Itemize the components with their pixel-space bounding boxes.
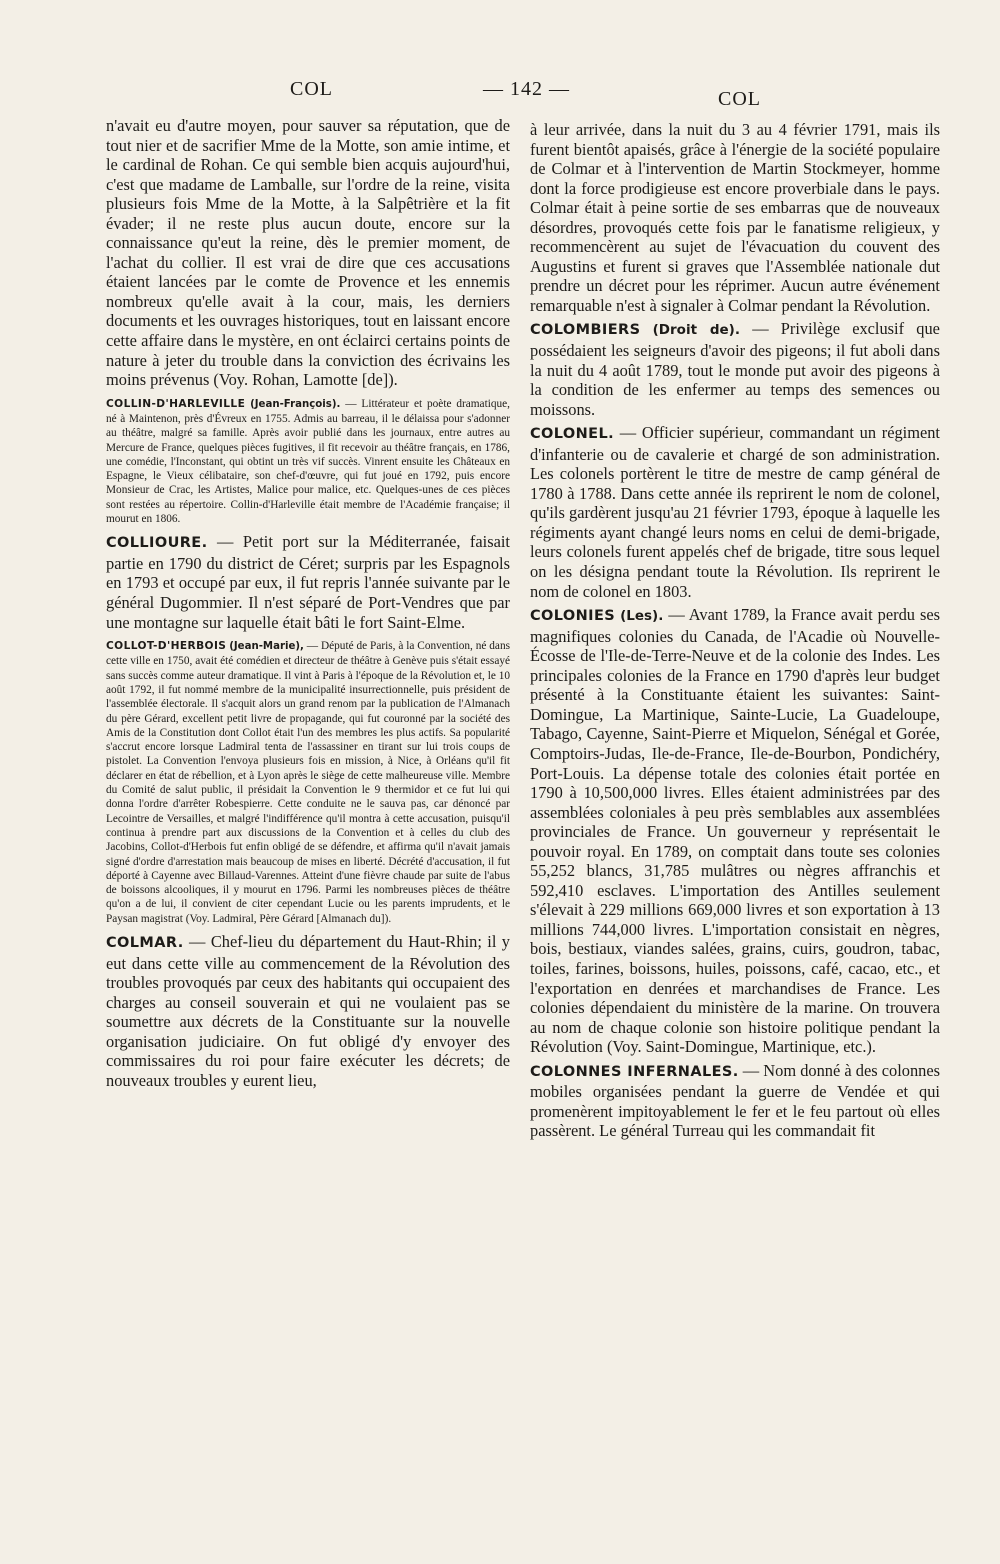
headword-sub: (Les). xyxy=(620,608,664,625)
headword-sub: (Jean-François). xyxy=(250,398,341,410)
page-number: — 142 — xyxy=(483,78,570,100)
entry-text: — Petit port sur la Méditerranée, faisait partie en 1790 du district de Céret; surpris par les Espagnols en 1793 et occupé par eux, il fut repris l'année suivante par le général Dugommier. Il n'est séparé de Port-Vendres que par une montagne sur laquelle était bâti le fort Saint-Elme. xyxy=(106,532,510,632)
entry-colombiers xyxy=(530,319,940,419)
headword: COLONNES INFERNALES. xyxy=(530,1063,739,1080)
entry-text: — Député de Paris, à la Convention, né dans cette ville en 1750, avait été comédien et directeur de théâtre à Genève puis s'était essayé sans succès comme auteur dramatique. Il vint à Paris à l'époque de la Révolution et, le 10 août 1792, il fut nommé membre de la municipalité insurrectionnelle, puis président de l'assemblée électorale. Il s'acquit alors un grand renom par la publication de l'Almanach du père Gérard, excellent petit livre de propagande, qui fut couronné par la société des Amis de la Constitution dont Collot était l'un des membres les plus actifs. Sa popularité s'accrut encore lorsque Ladmiral tenta de l'assassiner en tirant sur lui trois coups de pistolet. La Convention l'envoya plusieurs fois en mission, à Nice, à Orléans qu'il fit déclarer en état de rébellion, et à Lyon après le siège de cette malheureuse ville. Membre du Comité de salut public, il présidait la Convention le 9 thermidor et ce fut lui qui donna l'ordre d'arrêter Robespierre. Cette conduite ne le sauva pas, car dénoncé par Lecointre de Versailles, et malgré l'indifférence qu'il montra à cette accusation, puisqu'il continua à prendre part aux discussions de la Convention et à celles du club des Jacobins, Collot-d'Herbois fut enfin obligé de se défendre, et affirma qu'il n'avait jamais signé d'ordre d'arrestation mais beaucoup de mises en liberté. Décrété d'accusation, il fut déporté à Cayenne avec Billaud-Varennes. Atteint d'une fièvre chaude par suite de l'abus de boissons alcooliques, il y mourut en 1796. Parmi les nombreuses pièces de théâtre qu'on a de lui, il convient de citer cependant Lucie ou les parents imprudents, et le Paysan magistrat (Voy. Ladmiral, Père Gérard [Almanach du]). xyxy=(106,640,510,925)
left-column xyxy=(106,116,510,1090)
entry-collioure xyxy=(106,532,510,632)
entry-collin-dharleville xyxy=(106,397,510,527)
running-header xyxy=(0,74,1000,114)
entry-text: — Privilège exclusif que possédaient les seigneurs d'avoir des pigeons; il fut aboli dans la nuit du 4 août 1789, tout le monde put avoir des pigeons à la condition de les enfermer au temps des semences ou moissons. xyxy=(530,319,940,419)
entry-text: — Officier supérieur, commandant un régiment d'infanterie ou de cavalerie et chargé de son administration. Les colonels portèrent le titre de mestre de camp général de 1780 à 1788. Dans cette année ils reprirent le nom de colonel, qu'ils gardèrent jusqu'au 21 février 1793, époque à laquelle les régiments ayant changé leurs noms en celui de demi-brigade, leurs colonels furent appelés chef de brigade, titre sous lequel on les désigna pendant toute la Révolution. Ils reprirent le nom de colonel en 1803. xyxy=(530,423,940,601)
headword: COLONIES xyxy=(530,608,616,625)
headword: COLLIN-D'HARLEVILLE xyxy=(106,397,246,410)
entry-colmar xyxy=(106,932,510,1090)
right-column xyxy=(530,120,940,1141)
headword: COLLIOURE. xyxy=(106,535,208,552)
entry-collot-dherbois xyxy=(106,639,510,926)
headword: COLONEL. xyxy=(530,426,615,443)
headword-sub: (Jean-Marie), xyxy=(229,641,304,653)
header-left: COL xyxy=(290,78,333,100)
headword-sub: (Droit de). xyxy=(652,322,740,339)
entry-text: — Avant 1789, la France avait perdu ses magnifiques colonies du Canada, de l'Acadie où Nouvelle-Écosse de l'Ile-de-Terre-Neuve et de la colonie des Indes. Les principales colonies de la France en 1790 d'après leur budget présenté à la Constituante étaient les suivantes: Saint-Domingue, La Martinique, Sainte-Lucie, La Guadeloupe, Tabago, Cayenne, Saint-Pierre et Miquelon, Sénégal et Gorée, Comptoirs-Judas, Ile-de-France, Ile-de-Bourbon, Pondichéry, Port-Louis. La dépense totale des colonies était portée en 1790 à 10,500,000 livres. Elles étaient administrées par des assemblées coloniales à peu près semblables aux assemblées provinciales de France. Un gouverneur y représentait le pouvoir royal. En 1789, on comptait dans toute ses colonies 55,252 blancs, 31,785 mulâtres ou nègres affranchis et 592,410 esclaves. L'importation des Antilles seulement s'élevait à 229 millions 669,000 livres et son exportation à 13 millions 744,000 livres. L'importation consistait en nègres, bois, bestiaux, viandes salées, grains, cuirs, goudron, tabac, toiles, farines, boissons, huiles, poissons, café, cacao, etc., et l'exportation en denrées et marchandises de France. Les colonies dépendaient du ministère de la marine. On trouvera au nom de chaque colonie son histoire politique pendant la Révolution (Voy. Saint-Domingue, Martinique, etc.). xyxy=(530,605,940,1057)
entry-text: — Nom donné à des colonnes mobiles organisées pendant la guerre de Vendée et qui promenèrent impitoyablement le fer et le feu partout où elles passèrent. Le général Turreau qui les commandait fit xyxy=(530,1060,940,1141)
entry-text: — Littérateur et poète dramatique, né à Maintenon, près d'Évreux en 1755. Admis au barreau, il le délaissa pour s'adonner au théâtre, malgré sa famille. Après avoir publié dans les journaux, entre autres au Mercure de France, quelques pièces fugitives, il fit recevoir au théâtre français, en 1786, une comédie, l'Inconstant, qui obtint un très vif succès. Vinrent ensuite les Châteaux en Espagne, le Vieux célibataire, son chef-d'œuvre, qui fut joué en 1792, puis encore Monsieur de Crac, les Artistes, Malice pour malice, etc. Quelques-unes de ces pièces sont restées au répertoire. Collin-d'Harleville était membre de l'Académie française; il mourut en 1806. xyxy=(106,397,510,526)
entry-colonnes-infernales xyxy=(530,1061,940,1141)
headword: COLMAR. xyxy=(106,935,184,951)
headword: COLOMBIERS xyxy=(530,322,641,339)
entry-colonies xyxy=(530,605,940,1057)
header-right: COL xyxy=(718,88,761,110)
entry-colonel xyxy=(530,423,940,601)
entry-continuation-lamballe: n'avait eu d'autre moyen, pour sauver sa réputation, que de tout nier et de sacrifier Mme de la Motte, son amie intime, et le cardinal de Rohan. Ce qui semble bien acquis aujourd'hui, c'est que madame de Lamballe, sur l'ordre de la reine, visita plusieurs fois Mme de la Motte, à la Salpêtrière et la fit évader; il ne reste plus aucun doute, encore sur la connaissance qu'eut la reine, dès le premier moment, de l'achat du collier. Il est vrai de dire que ces accusations étaient lancées par le comte de Provence et les ennemis nombreux qu'elle avait à la cour, mais, les derniers documents et les ouvrages historiques, tout en laissant encore cette affaire dans le mystère, en ont éclairci certains points de nature à jeter du trouble dans la conviction des écrivains les moins prévenus (Voy. Rohan, Lamotte [de]). xyxy=(106,116,510,390)
headword: COLLOT-D'HERBOIS xyxy=(106,640,227,653)
entry-text: — Chef-lieu du département du Haut-Rhin; il y eut dans cette ville au commencement de la Révolution des troubles provoqués par ceux des habitants qui occupaient des charges au conseil souverain et qui ne voulaient pas se soumettre aux décrets de la Constituante sur la nouvelle organisation judiciaire. On fut obligé d'y envoyer des commissaires du roi pour faire exécuter les décrets; de nouveaux troubles y eurent lieu, xyxy=(106,932,510,1090)
entry-continuation-colmar: à leur arrivée, dans la nuit du 3 au 4 février 1791, mais ils furent bientôt apaisés, grâce à l'énergie de la société populaire de Colmar et à l'intervention de Martin Stockmeyer, homme dont la force prodigieuse est encore proverbiale dans le pays. Colmar était à peine sortie de ses embarras que de nouveaux désordres, provoqués cette fois par le fanatisme religieux, y recommencèrent au sujet de l'évacuation du couvent des Augustins et furent si graves que l'Assemblée nationale dut prendre un décret pour les réprimer. Aucun autre événement remarquable n'est à signaler à Colmar pendant la Révolution. xyxy=(530,120,940,315)
